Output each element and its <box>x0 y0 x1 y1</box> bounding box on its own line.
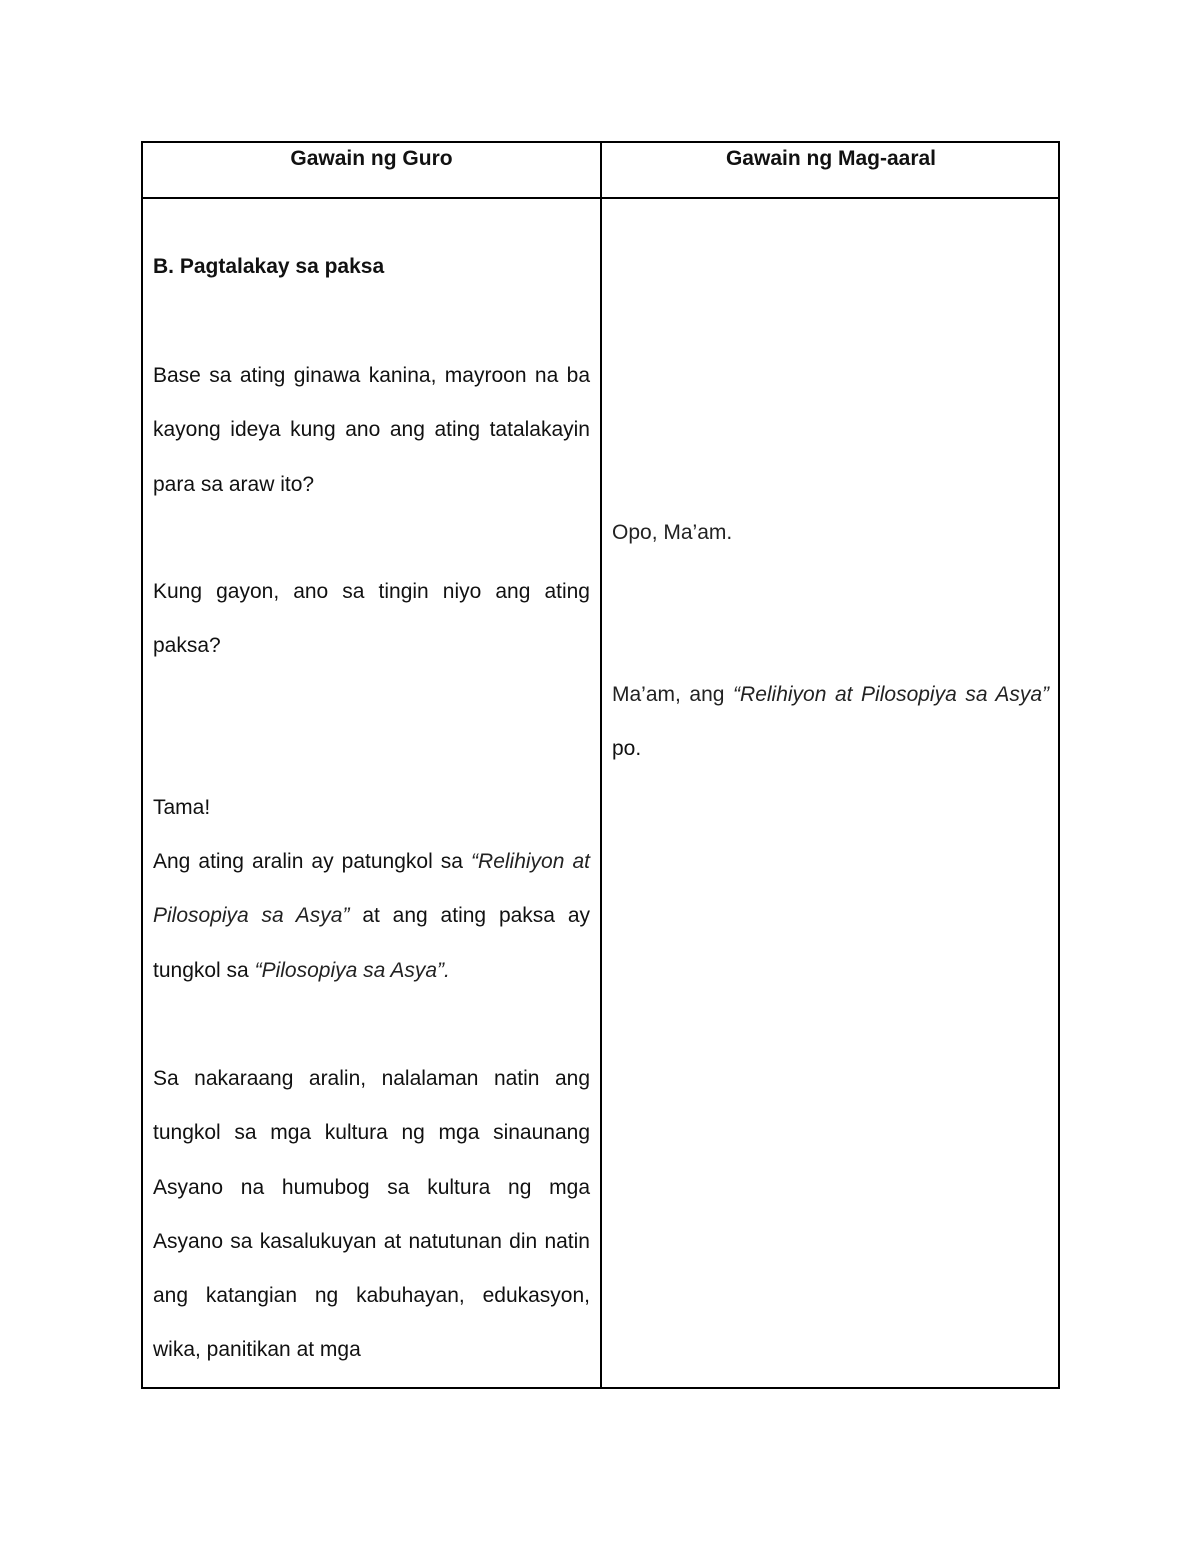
lesson-activity-table <box>141 141 1060 1389</box>
teacher-question-2: Kung gayon, ano sa tingin niyo ang ating paksa? <box>153 580 590 658</box>
lesson-title-italic: “Relihiyon at Pilosopiya sa Asya” <box>153 850 590 928</box>
lesson-topic-text-c: at ang ating paksa ay tungkol sa <box>153 904 590 982</box>
student-answer-2-prefix: Ma’am, ang <box>612 683 734 706</box>
teacher-previous-lesson: Sa nakaraang aralin, nalalaman natin ang tungkol sa mga kultura ng mga sinaunang Asyano na humubog sa kultura ng mga Asyano sa kasalukuyan at natutunan din natin ang katangian ng kabuhayan, edukasyon, wika, panitikan at mga <box>153 1067 590 1362</box>
student-answer-2 <box>612 668 1049 777</box>
header-teacher-activity: Gawain ng Guro <box>290 147 453 170</box>
student-answer-2-suffix: po. <box>612 737 642 761</box>
student-answer-2-title: “Relihiyon at Pilosopiya sa Asya” <box>733 683 1049 706</box>
header-student-activity: Gawain ng Mag-aaral <box>725 147 937 170</box>
teacher-lesson-topic <box>153 835 590 998</box>
section-title: B. Pagtalakay sa paksa <box>153 255 385 278</box>
topic-title-italic: “Pilosopiya sa Asya”. <box>254 958 450 982</box>
student-answer-1: Opo, Ma’am. <box>612 521 733 544</box>
lesson-topic-text-a: Ang ating aralin ay patungkol sa <box>153 850 472 873</box>
header-divider <box>143 197 1058 199</box>
teacher-affirmation: Tama! <box>153 796 211 819</box>
column-divider <box>600 143 602 1387</box>
teacher-question-1: Base sa ating ginawa kanina, mayroon na ba kayong ideya kung ano ang ating tatalakayin para sa araw ito? <box>153 364 590 496</box>
